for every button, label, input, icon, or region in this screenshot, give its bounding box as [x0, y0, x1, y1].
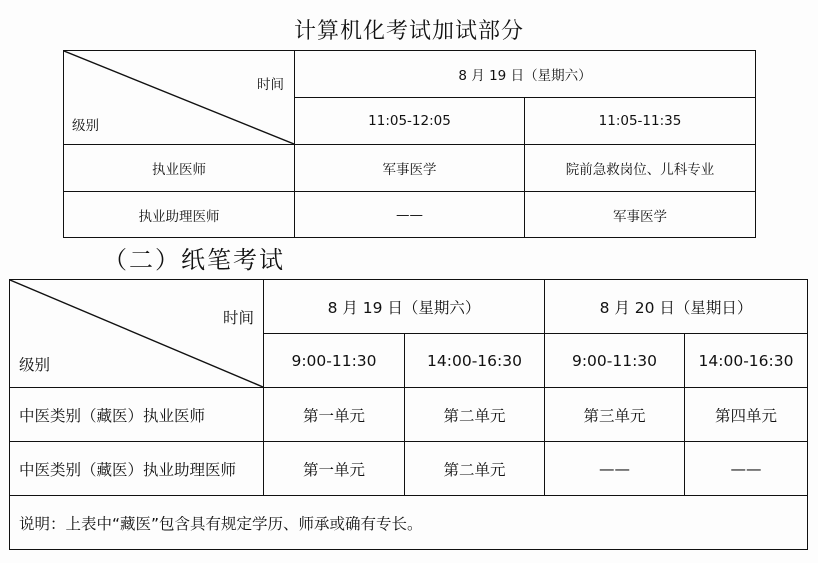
session-time: 14:00-16:30: [405, 334, 545, 388]
table-cell: ——: [685, 442, 808, 496]
session-time: 9:00-11:30: [264, 334, 405, 388]
session-time: 11:05-11:35: [525, 98, 756, 145]
table-note: 说明：上表中“藏医”包含具有规定学历、师承或确有专长。: [10, 496, 808, 550]
date-header: 8 月 19 日（星期六）: [264, 280, 545, 334]
row-level-label: 中医类别（藏医）执业医师: [10, 388, 264, 442]
table-cell: ——: [545, 442, 685, 496]
table-cell: 第一单元: [264, 442, 405, 496]
level-label: 级别: [19, 356, 51, 374]
section2-title: （二）纸笔考试: [103, 246, 285, 274]
table-cell: 第二单元: [405, 442, 545, 496]
row-level-label: 执业助理医师: [64, 192, 295, 238]
table-cell: 军事医学: [525, 192, 756, 238]
table-cell: 第三单元: [545, 388, 685, 442]
header-diagonal-cell: [10, 280, 264, 388]
date-header: 8 月 20 日（星期日）: [545, 280, 808, 334]
session-time: 11:05-12:05: [295, 98, 525, 145]
table-cell: 院前急救岗位、儿科专业: [525, 145, 756, 192]
paper-exam-table: [9, 279, 808, 550]
session-time: 14:00-16:30: [685, 334, 808, 388]
row-level-label: 中医类别（藏医）执业助理医师: [10, 442, 264, 496]
row-level-label: 执业医师: [64, 145, 295, 192]
header-diagonal-cell: [64, 51, 295, 145]
section1-title: 计算机化考试加试部分: [293, 19, 524, 44]
session-time: 9:00-11:30: [545, 334, 685, 388]
table-cell: 第二单元: [405, 388, 545, 442]
computer-exam-table: [63, 50, 756, 238]
date-header: 8 月 19 日（星期六）: [295, 51, 756, 98]
table-cell: 军事医学: [295, 145, 525, 192]
time-label: 时间: [257, 77, 284, 93]
time-label: 时间: [222, 309, 254, 327]
table-cell: 第一单元: [264, 388, 405, 442]
table-cell: 第四单元: [685, 388, 808, 442]
level-label: 级别: [72, 118, 99, 134]
table-cell: ——: [295, 192, 525, 238]
